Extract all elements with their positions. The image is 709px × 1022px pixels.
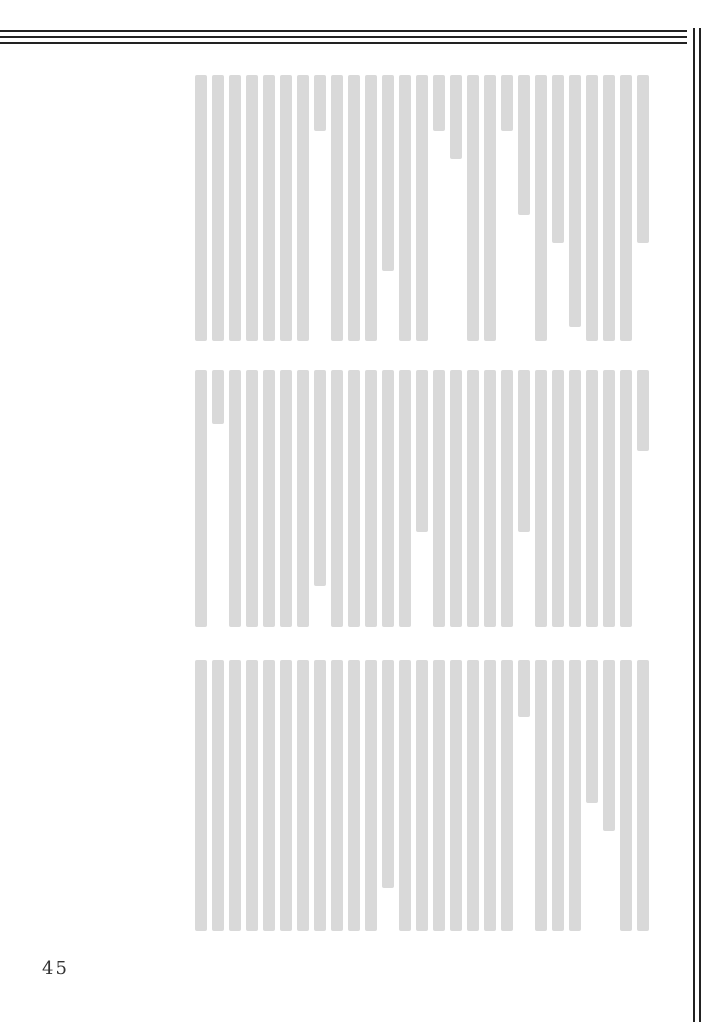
text-column-placeholder (637, 660, 649, 931)
text-column-placeholder (348, 75, 360, 341)
text-column-placeholder (518, 370, 530, 532)
text-column-placeholder (212, 75, 224, 341)
text-column-placeholder (433, 660, 445, 931)
text-column-placeholder (416, 370, 428, 532)
text-column-placeholder (195, 370, 207, 627)
text-column-placeholder (552, 660, 564, 931)
text-column-placeholder (484, 660, 496, 931)
text-column-placeholder (280, 660, 292, 931)
text-column-placeholder (212, 660, 224, 931)
text-column-placeholder (399, 660, 411, 931)
right-rule-1 (693, 28, 695, 1022)
text-column-placeholder (331, 660, 343, 931)
top-rule-1 (0, 30, 687, 32)
text-column-placeholder (297, 75, 309, 341)
text-column-placeholder (620, 370, 632, 627)
text-column-placeholder (314, 660, 326, 931)
text-band-2 (80, 370, 649, 640)
text-column-placeholder (297, 370, 309, 627)
text-column-placeholder (450, 75, 462, 159)
text-column-placeholder (501, 660, 513, 931)
text-column-placeholder (382, 660, 394, 888)
text-column-placeholder (620, 75, 632, 341)
text-column-placeholder (280, 370, 292, 627)
page-number: 45 (42, 958, 69, 979)
text-column-placeholder (416, 660, 428, 931)
text-column-placeholder (263, 75, 275, 341)
text-column-placeholder (416, 75, 428, 341)
text-column-placeholder (637, 75, 649, 243)
text-column-placeholder (212, 370, 224, 424)
text-column-placeholder (603, 75, 615, 341)
text-column-placeholder (229, 660, 241, 931)
text-column-placeholder (484, 370, 496, 627)
text-column-placeholder (246, 370, 258, 627)
text-column-placeholder (433, 75, 445, 131)
text-column-placeholder (552, 75, 564, 243)
text-band-1 (80, 75, 649, 355)
text-column-placeholder (467, 660, 479, 931)
text-column-placeholder (348, 660, 360, 931)
text-column-placeholder (484, 75, 496, 341)
top-rule-2 (0, 36, 687, 38)
text-column-placeholder (433, 370, 445, 627)
text-column-placeholder (263, 370, 275, 627)
text-column-placeholder (586, 370, 598, 627)
text-column-placeholder (518, 660, 530, 717)
text-column-placeholder (569, 75, 581, 327)
text-column-placeholder (382, 75, 394, 271)
text-column-placeholder (246, 75, 258, 341)
text-column-placeholder (467, 370, 479, 627)
text-column-placeholder (399, 75, 411, 341)
text-column-placeholder (552, 370, 564, 627)
text-column-placeholder (365, 660, 377, 931)
text-column-placeholder (603, 660, 615, 831)
text-column-placeholder (195, 660, 207, 931)
text-column-placeholder (382, 370, 394, 627)
text-column-placeholder (365, 370, 377, 627)
text-column-placeholder (450, 370, 462, 627)
text-column-placeholder (569, 370, 581, 627)
text-column-placeholder (229, 75, 241, 341)
text-column-placeholder (314, 370, 326, 586)
text-column-placeholder (280, 75, 292, 341)
text-column-placeholder (535, 75, 547, 341)
text-column-placeholder (263, 660, 275, 931)
text-column-placeholder (603, 370, 615, 627)
text-column-placeholder (620, 660, 632, 931)
text-column-placeholder (297, 660, 309, 931)
top-rule-3 (0, 42, 687, 44)
text-column-placeholder (467, 75, 479, 341)
text-column-placeholder (229, 370, 241, 627)
text-column-placeholder (586, 660, 598, 803)
text-column-placeholder (399, 370, 411, 627)
text-column-placeholder (331, 75, 343, 341)
text-column-placeholder (314, 75, 326, 131)
text-column-placeholder (450, 660, 462, 931)
text-column-placeholder (331, 370, 343, 627)
text-band-3 (80, 660, 649, 945)
right-rule-2 (699, 28, 701, 1022)
text-column-placeholder (501, 75, 513, 131)
text-column-placeholder (637, 370, 649, 451)
text-column-placeholder (348, 370, 360, 627)
text-column-placeholder (535, 660, 547, 931)
text-column-placeholder (586, 75, 598, 341)
text-column-placeholder (246, 660, 258, 931)
text-column-placeholder (195, 75, 207, 341)
text-column-placeholder (501, 370, 513, 627)
text-column-placeholder (535, 370, 547, 627)
text-column-placeholder (518, 75, 530, 215)
text-column-placeholder (365, 75, 377, 341)
text-column-placeholder (569, 660, 581, 931)
